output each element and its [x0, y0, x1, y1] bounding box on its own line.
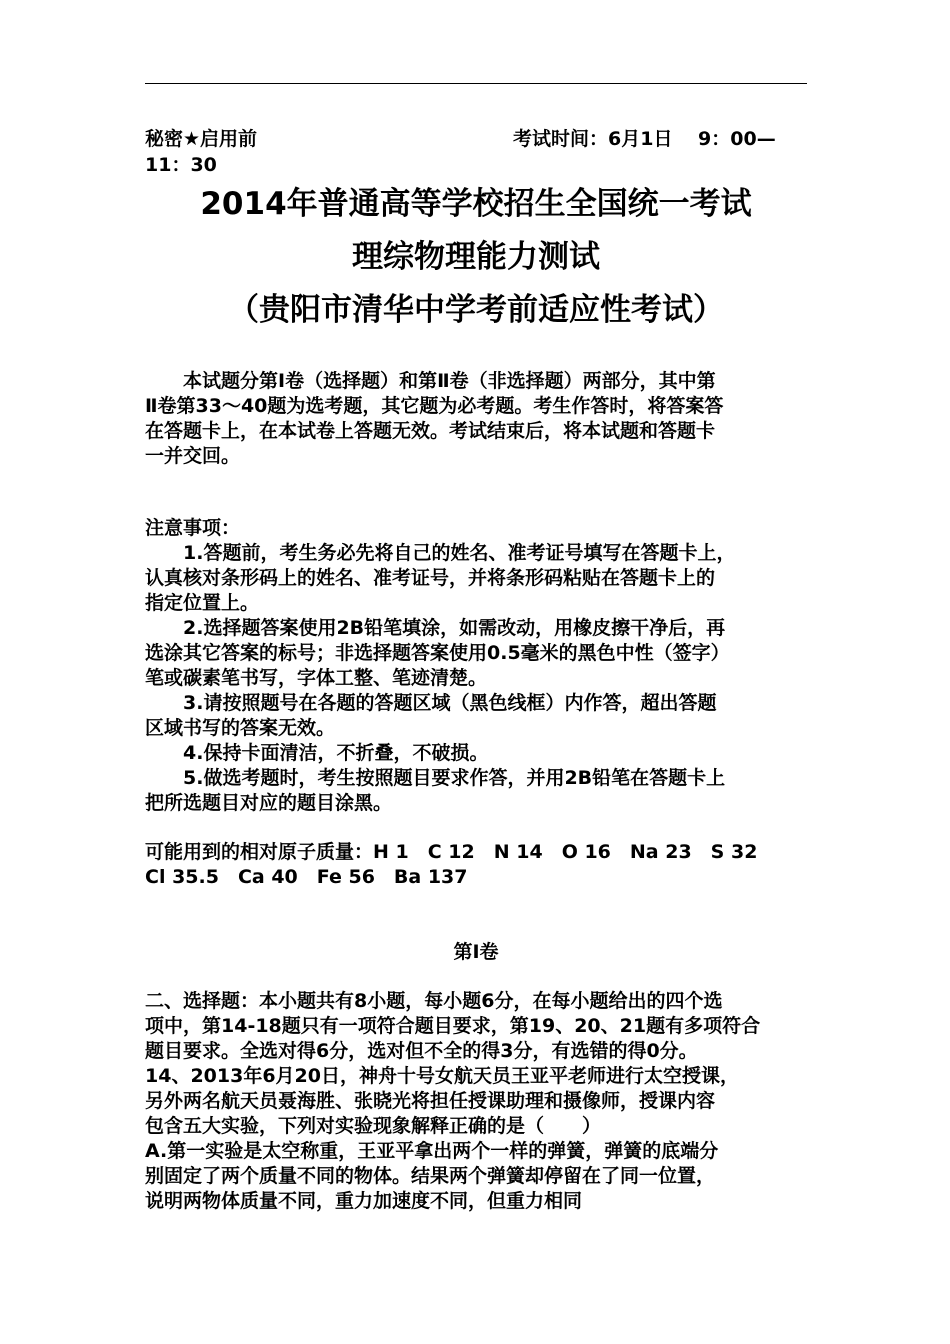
notice-line: 1.答题前，考生务必先将自己的姓名、准考证号填写在答题卡上，: [183, 542, 736, 564]
atomic-line: 可能用到的相对原子质量：H 1 C 12 N 14 O 16 Na 23 S 32: [145, 841, 758, 863]
exam-time-cont: 11：30: [145, 154, 217, 176]
school-title: （贵阳市清华中学考前适应性考试）: [228, 292, 724, 328]
title-block: [145, 178, 807, 337]
option-line: A.第一实验是太空称重，王亚平拿出两个一样的弹簧，弹簧的底端分: [145, 1140, 719, 1162]
notice-line: 选涂其它答案的标号；非选择题答案使用0.5毫米的黑色中性（签字）: [145, 642, 730, 664]
intro-line: 本试题分第Ⅰ卷（选择题）和第Ⅱ卷（非选择题）两部分，其中第: [183, 370, 716, 392]
notice-line: 指定位置上。: [145, 592, 260, 614]
main-title: 2014年普通高等学校招生全国统一考试: [200, 186, 752, 222]
intro-line: 在答题卡上，在本试卷上答题无效。考试结束后，将本试题和答题卡: [145, 420, 716, 442]
notice-line: 把所选题目对应的题目涂黑。: [145, 792, 393, 814]
notice-line: 笔或碳素笔书写，字体工整、笔迹清楚。: [145, 667, 488, 689]
notice-heading: 注意事项：: [145, 517, 241, 539]
question-line: 包含五大实验，下列对实验现象解释正确的是（ ）: [145, 1115, 602, 1137]
choice-section: [145, 989, 813, 1214]
atomic-line: Cl 35.5 Ca 40 Fe 56 Ba 137: [145, 866, 468, 888]
choice-line: 项中，第14-18题只有一项符合题目要求，第19、20、21题有多项符合: [145, 1015, 761, 1037]
notice-line: 4.保持卡面清洁，不折叠，不破损。: [183, 742, 489, 764]
secret-label: 秘密★启用前: [145, 128, 258, 150]
section-title: 第Ⅰ卷: [453, 941, 499, 963]
choice-line: 二、选择题：本小题共有8小题，每小题6分，在每小题给出的四个选: [145, 990, 723, 1012]
notice-line: 3.请按照题号在各题的答题区域（黑色线框）内作答，超出答题: [183, 692, 717, 714]
notice-line: 2.选择题答案使用2B铅笔填涂，如需改动，用橡皮擦干净后，再: [183, 617, 726, 639]
intro-line: Ⅱ卷第33～40题为选考题，其它题为必考题。考生作答时，将答案答: [145, 395, 724, 417]
question-line: 14、2013年6月20日，神舟十号女航天员王亚平老师进行太空授课，: [145, 1065, 739, 1087]
notice-section: [145, 516, 813, 816]
question-line: 另外两名航天员聂海胜、张晓光将担任授课助理和摄像师，授课内容: [145, 1090, 716, 1112]
notice-line: 区域书写的答案无效。: [145, 717, 336, 739]
top-rule: [145, 83, 807, 84]
subject-title: 理综物理能力测试: [352, 239, 600, 275]
option-line: 别固定了两个质量不同的物体。结果两个弹簧却停留在了同一位置，: [145, 1165, 716, 1187]
intro-line: 一并交回。: [145, 445, 241, 467]
choice-line: 题目要求。全选对得6分，选对但不全的得3分，有选错的得0分。: [145, 1040, 698, 1062]
notice-line: 5.做选考题时，考生按照题目要求作答，并用2B铅笔在答题卡上: [183, 767, 726, 789]
exam-time: 考试时间：6月1日 9：00—: [513, 128, 776, 150]
intro-paragraph: [145, 369, 813, 469]
notice-line: 认真核对条形码上的姓名、准考证号，并将条形码粘贴在答题卡上的: [145, 567, 716, 589]
option-line: 说明两物体质量不同，重力加速度不同，但重力相同: [145, 1190, 583, 1212]
atomic-masses: [145, 840, 813, 890]
